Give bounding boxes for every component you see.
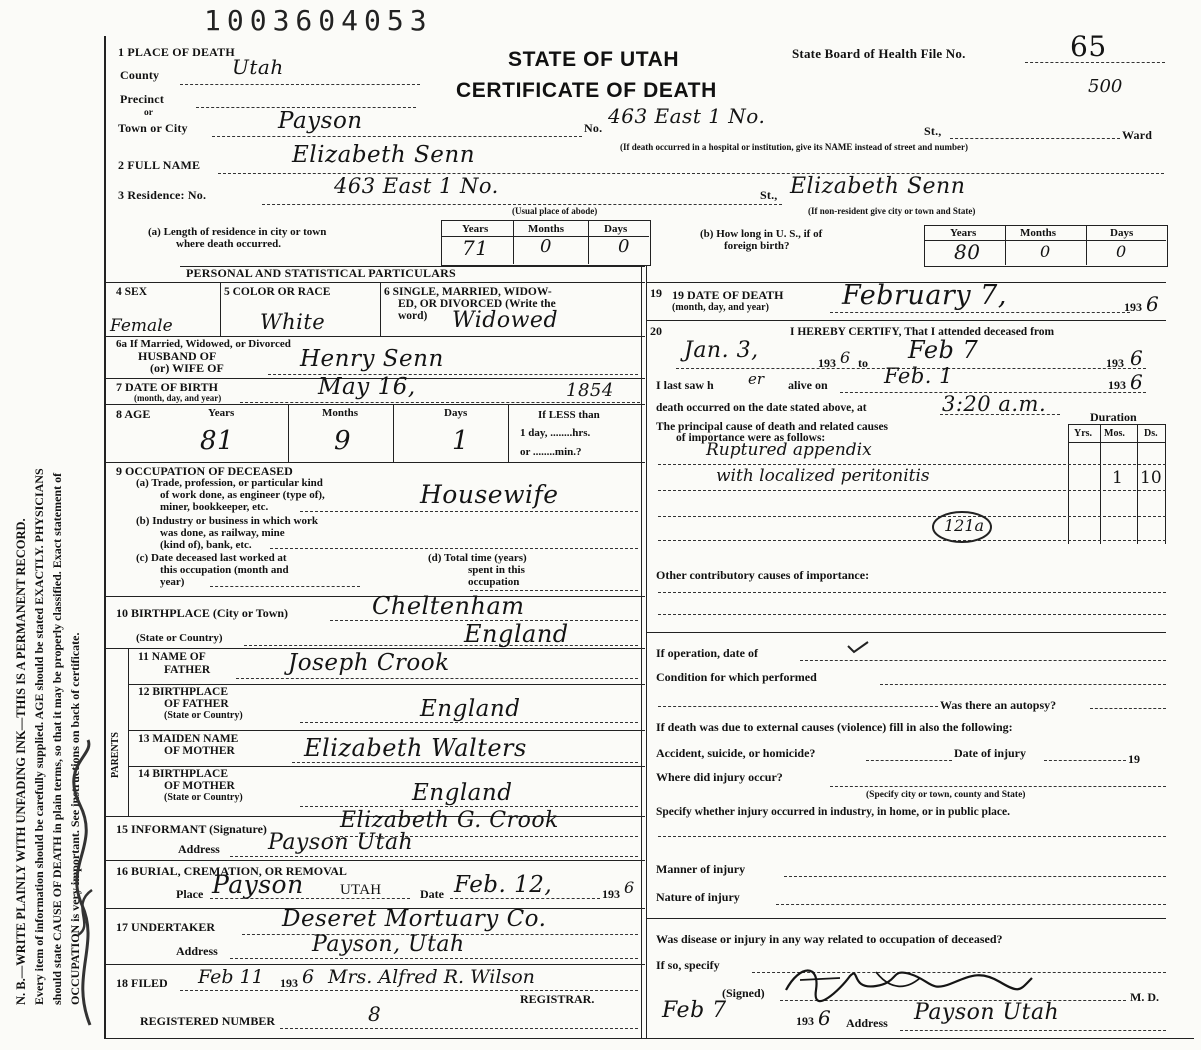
dob-label: 7 DATE OF BIRTH bbox=[116, 380, 218, 394]
dod-year-digit: 6 bbox=[1146, 292, 1159, 316]
spouse-label-3: (or) WIFE OF bbox=[150, 361, 224, 375]
md-label: M. D. bbox=[1130, 990, 1159, 1004]
spouse-label-2: HUSBAND OF bbox=[138, 349, 217, 363]
date-of-injury-suffix: 19 bbox=[1128, 752, 1140, 766]
full-name-value: Elizabeth Senn bbox=[292, 142, 476, 168]
dob-year: 1854 bbox=[566, 380, 614, 401]
margin-scrawl bbox=[60, 735, 110, 1035]
file-number: 65 bbox=[1070, 30, 1107, 63]
margin-note-4: OCCUPATION is very important. See instructions on back of certificate. bbox=[68, 632, 82, 1005]
father-label-2: FATHER bbox=[164, 664, 211, 676]
county-value: Utah bbox=[232, 55, 284, 79]
physician-address-label: Address bbox=[846, 1016, 888, 1030]
spouse-value: Henry Senn bbox=[300, 346, 444, 372]
undertaker-label: 17 UNDERTAKER bbox=[116, 920, 216, 934]
age-years-label: Years bbox=[208, 407, 235, 419]
attended-to-label: to bbox=[858, 356, 868, 370]
filed-date: Feb 11 bbox=[198, 966, 264, 988]
file-number-label: State Board of Health File No. bbox=[792, 46, 966, 61]
foreign-days-label: Days bbox=[1110, 227, 1134, 239]
certify-text: I HEREBY CERTIFY, That I attended deceased from bbox=[790, 326, 1055, 338]
occupation-a-3: miner, bookkeeper, etc. bbox=[160, 501, 269, 513]
length-a-label: (a) Length of residence in city or town bbox=[148, 226, 327, 238]
birthplace-city: Cheltenham bbox=[372, 592, 525, 620]
sex-label: 4 SEX bbox=[116, 286, 147, 298]
file-code: 500 bbox=[1088, 76, 1123, 97]
occupation-value: Housewife bbox=[420, 480, 559, 509]
occupation-c-2: this occupation (month and bbox=[160, 564, 289, 576]
age-months-value: 9 bbox=[334, 426, 352, 456]
cause-code-circle bbox=[930, 508, 994, 546]
duration-ds-label: Ds. bbox=[1144, 428, 1158, 439]
length-years-label: Years bbox=[462, 223, 489, 235]
foreign-months-label: Months bbox=[1020, 227, 1057, 239]
father-birthplace-label-3: (State or Country) bbox=[164, 710, 243, 721]
burial-year-prefix: 193 bbox=[602, 887, 620, 901]
autopsy-label: Was there an autopsy? bbox=[940, 698, 1057, 712]
residence-street-label: St., bbox=[760, 188, 778, 202]
length-days-value: 0 bbox=[618, 236, 630, 257]
county-label: County bbox=[120, 68, 160, 82]
physician-signature bbox=[780, 960, 1040, 1004]
last-saw-label: I last saw h bbox=[656, 378, 714, 392]
date-of-injury-label: Date of injury bbox=[954, 746, 1026, 760]
dod-value: February 7, bbox=[842, 280, 1007, 311]
margin-note-1: N. B.—WRITE PLAINLY WITH UNFADING INK—THIS IS A PERMANENT RECORD. bbox=[14, 518, 28, 1005]
age-days-value: 1 bbox=[452, 426, 470, 456]
foreign-years-label: Years bbox=[950, 227, 977, 239]
occupation-b-3: (kind of), bank, etc. bbox=[160, 539, 252, 551]
mother-label: 13 MAIDEN NAME bbox=[138, 733, 239, 745]
occupation-d-1: (d) Total time (years) bbox=[428, 552, 527, 564]
residence-number: 463 East 1 No. bbox=[334, 174, 499, 198]
cause-secondary: with localized peritonitis bbox=[716, 466, 930, 486]
age-label: 8 AGE bbox=[116, 407, 151, 421]
other-causes-label: Other contributory causes of importance: bbox=[656, 568, 870, 582]
father-name: Joseph Crook bbox=[288, 650, 450, 676]
registrar-signature: Mrs. Alfred R. Wilson bbox=[328, 966, 535, 988]
signed-year-digit: 6 bbox=[818, 1006, 831, 1030]
age-months-label: Months bbox=[322, 407, 359, 419]
mother-birthplace-label-2: OF MOTHER bbox=[164, 780, 235, 792]
filed-label: 18 FILED bbox=[116, 976, 168, 990]
last-saw-date: Feb. 1 bbox=[884, 364, 954, 388]
cause-code: 121a bbox=[944, 516, 985, 535]
margin-note-2: Every item of information should be carefully supplied. AGE should be stated EXACTLY. PHYSICIANS bbox=[32, 468, 46, 1005]
physician-address: Payson Utah bbox=[914, 1000, 1060, 1025]
cause-label-2: of importance were as follows: bbox=[676, 432, 826, 444]
less-than-hours: 1 day, ........hrs. bbox=[520, 427, 591, 439]
length-years-value: 71 bbox=[462, 236, 489, 260]
less-than-label: If LESS than bbox=[538, 409, 600, 421]
informant-address: Payson Utah bbox=[268, 830, 414, 855]
duration-days: 10 bbox=[1140, 468, 1162, 488]
external-causes-label: If death was due to external causes (violence) fill in also the following: bbox=[656, 720, 1013, 734]
center-divider-2 bbox=[646, 266, 647, 1038]
cause-primary: Ruptured appendix bbox=[706, 440, 872, 460]
occupation-c-1: (c) Date deceased last worked at bbox=[136, 552, 287, 564]
signed-date: Feb 7 bbox=[662, 998, 727, 1023]
certify-number: 20 bbox=[650, 324, 662, 338]
or-label: or bbox=[144, 108, 153, 118]
related-occupation-label: Was disease or injury in any way related to occupation of deceased? bbox=[656, 932, 1003, 946]
sex-value: Female bbox=[110, 316, 173, 336]
length-b-label-2: foreign birth? bbox=[724, 240, 790, 252]
occupation-b-2: was done, as railway, mine bbox=[160, 527, 285, 539]
occupation-c-3: year) bbox=[160, 576, 185, 588]
attended-from-year-digit: 6 bbox=[840, 348, 851, 367]
specify-place-note: (Specify city or town, county and State) bbox=[866, 790, 1026, 800]
father-label: 11 NAME OF bbox=[138, 651, 206, 663]
occupation-b-1: (b) Industry or business in which work bbox=[136, 515, 318, 527]
length-a-label-2: where death occurred. bbox=[176, 238, 281, 250]
accident-label: Accident, suicide, or homicide? bbox=[656, 746, 816, 760]
cause-label: The principal cause of death and related causes bbox=[656, 421, 889, 433]
occupation-label: 9 OCCUPATION OF DECEASED bbox=[116, 464, 293, 478]
foreign-days-value: 0 bbox=[1116, 242, 1127, 261]
color-value: White bbox=[260, 310, 326, 334]
attended-to: Feb 7 bbox=[908, 336, 979, 364]
time-of-death: 3:20 a.m. bbox=[942, 392, 1047, 416]
personal-header: PERSONAL AND STATISTICAL PARTICULARS bbox=[186, 266, 456, 280]
burial-place-label: Place bbox=[176, 887, 204, 901]
undertaker-address: Payson, Utah bbox=[312, 932, 465, 957]
filed-year-prefix: 193 bbox=[280, 976, 298, 990]
last-saw-her: er bbox=[748, 370, 765, 388]
attended-from: Jan. 3, bbox=[684, 338, 759, 363]
birthplace-state: England bbox=[464, 620, 569, 648]
occupation-a-1: (a) Trade, profession, or particular kind bbox=[136, 477, 323, 489]
street-number-value: 463 East 1 No. bbox=[608, 104, 766, 128]
burial-date-label: Date bbox=[420, 887, 444, 901]
signed-label: (Signed) bbox=[722, 986, 765, 1000]
precinct-label: Precinct bbox=[120, 92, 165, 106]
residence-label: 3 Residence: No. bbox=[118, 188, 207, 202]
color-label: 5 COLOR OR RACE bbox=[224, 286, 331, 298]
burial-place: Payson bbox=[212, 870, 304, 899]
attended-to-year-digit: 6 bbox=[1130, 346, 1143, 370]
spouse-label: 6a If Married, Widowed, or Divorced bbox=[116, 338, 291, 350]
alive-on-label: alive on bbox=[788, 378, 828, 392]
full-name-label: 2 FULL NAME bbox=[118, 158, 201, 172]
duration-months: 1 bbox=[1112, 468, 1123, 488]
duration-yrs-label: Yrs. bbox=[1074, 428, 1093, 439]
manner-of-injury-label: Manner of injury bbox=[656, 862, 746, 876]
less-than-min: or ........min.? bbox=[520, 446, 582, 458]
burial-year-digit: 6 bbox=[624, 878, 635, 897]
margin-note-3: should state CAUSE OF DEATH in plain terms, so that it may be properly classified. Exact statement of bbox=[50, 472, 64, 1005]
town-label: Town or City bbox=[118, 121, 188, 135]
age-days-label: Days bbox=[444, 407, 468, 419]
registrar-label: REGISTRAR. bbox=[520, 992, 595, 1006]
death-occurred-label: death occurred on the date stated above, at bbox=[656, 402, 867, 414]
ward-label: Ward bbox=[1122, 128, 1153, 142]
father-birthplace: England bbox=[420, 696, 521, 722]
burial-state: UTAH bbox=[340, 882, 382, 898]
foreign-years-value: 80 bbox=[954, 240, 981, 264]
registered-number: 8 bbox=[368, 1002, 381, 1026]
birthplace-state-label: (State or Country) bbox=[136, 632, 223, 644]
burial-label: 16 BURIAL, CREMATION, OR REMOVAL bbox=[116, 864, 347, 878]
street-label: St., bbox=[924, 124, 942, 138]
nature-of-injury-label: Nature of injury bbox=[656, 890, 740, 904]
duration-label: Duration bbox=[1090, 410, 1137, 424]
nonresident-note: (If non-resident give city or town and State) bbox=[808, 206, 976, 216]
serial-number: 1003604053 bbox=[204, 4, 433, 37]
mother-birthplace-label-3: (State or Country) bbox=[164, 792, 243, 803]
mother-label-2: OF MOTHER bbox=[164, 745, 235, 757]
form-title: CERTIFICATE OF DEATH bbox=[456, 79, 717, 102]
signed-year-prefix: 193 bbox=[796, 1014, 814, 1028]
last-saw-year-prefix: 193 bbox=[1108, 378, 1126, 392]
marital-value: Widowed bbox=[452, 308, 559, 333]
hospital-note: (If death occurred in a hospital or institution, give its NAME instead of street and number) bbox=[620, 142, 969, 152]
undertaker-address-label: Address bbox=[176, 944, 218, 958]
operation-checkmark bbox=[846, 640, 870, 654]
marital-label-3: word) bbox=[398, 310, 428, 322]
length-months-label: Months bbox=[528, 223, 565, 235]
length-months-value: 0 bbox=[540, 236, 552, 257]
undertaker-value: Deseret Mortuary Co. bbox=[282, 906, 547, 932]
if-so-specify-label: If so, specify bbox=[656, 958, 720, 972]
length-days-label: Days bbox=[604, 223, 628, 235]
burial-date: Feb. 12, bbox=[454, 872, 553, 898]
usual-abode-note: (Usual place of abode) bbox=[512, 206, 598, 216]
attended-from-year-prefix: 193 bbox=[818, 356, 836, 370]
condition-label: Condition for which performed bbox=[656, 670, 817, 684]
occupation-d-2: spent in this bbox=[468, 564, 525, 576]
occupation-d-3: occupation bbox=[468, 576, 520, 588]
parents-side-label: PARENTS bbox=[110, 732, 121, 778]
center-divider bbox=[641, 266, 642, 1038]
dod-label-2: (month, day, and year) bbox=[672, 302, 769, 313]
occupation-a-2: of work done, as engineer (type of), bbox=[160, 489, 325, 501]
age-years-value: 81 bbox=[200, 426, 235, 456]
dod-year-prefix: 193 bbox=[1124, 300, 1142, 314]
duration-mos-label: Mos. bbox=[1104, 428, 1125, 439]
frame-bottom-border bbox=[104, 1038, 1194, 1039]
specify-industry-label: Specify whether injury occurred in industry, in home, or in public place. bbox=[656, 806, 1010, 818]
informant-signature: Elizabeth G. Crook bbox=[340, 808, 559, 833]
operation-label: If operation, date of bbox=[656, 646, 758, 660]
foreign-months-value: 0 bbox=[1040, 242, 1051, 261]
length-b-label: (b) How long in U. S., if of bbox=[700, 228, 823, 240]
attended-to-year-prefix: 193 bbox=[1106, 356, 1124, 370]
filed-year-digit: 6 bbox=[302, 966, 315, 988]
informant-address-label: Address bbox=[178, 842, 220, 856]
dod-number: 19 bbox=[650, 286, 662, 300]
residence-name: Elizabeth Senn bbox=[790, 174, 966, 199]
frame-left-border bbox=[104, 36, 106, 1039]
father-birthplace-label: 12 BIRTHPLACE bbox=[138, 686, 229, 698]
dod-label: 19 DATE OF DEATH bbox=[672, 288, 784, 302]
where-injury-label: Where did injury occur? bbox=[656, 770, 783, 784]
form-title-state: STATE OF UTAH bbox=[508, 48, 680, 71]
mother-name: Elizabeth Walters bbox=[304, 734, 527, 762]
birthplace-label: 10 BIRTHPLACE (City or Town) bbox=[116, 606, 289, 620]
dob-value: May 16, bbox=[318, 374, 416, 400]
place-of-death-label: 1 PLACE OF DEATH bbox=[118, 45, 235, 59]
dob-label-2: (month, day, and year) bbox=[134, 393, 222, 403]
father-birthplace-label-2: OF FATHER bbox=[164, 698, 229, 710]
marital-label-2: ED, OR DIVORCED (Write the bbox=[398, 298, 556, 310]
marital-label: 6 SINGLE, MARRIED, WIDOW- bbox=[384, 286, 552, 298]
last-saw-year-digit: 6 bbox=[1130, 370, 1143, 394]
registered-number-label: REGISTERED NUMBER bbox=[140, 1014, 276, 1028]
street-number-label: No. bbox=[584, 121, 603, 135]
town-value: Payson bbox=[278, 108, 363, 134]
informant-label: 15 INFORMANT (Signature) bbox=[116, 822, 267, 836]
mother-birthplace-label: 14 BIRTHPLACE bbox=[138, 768, 229, 780]
mother-birthplace: England bbox=[412, 780, 513, 806]
